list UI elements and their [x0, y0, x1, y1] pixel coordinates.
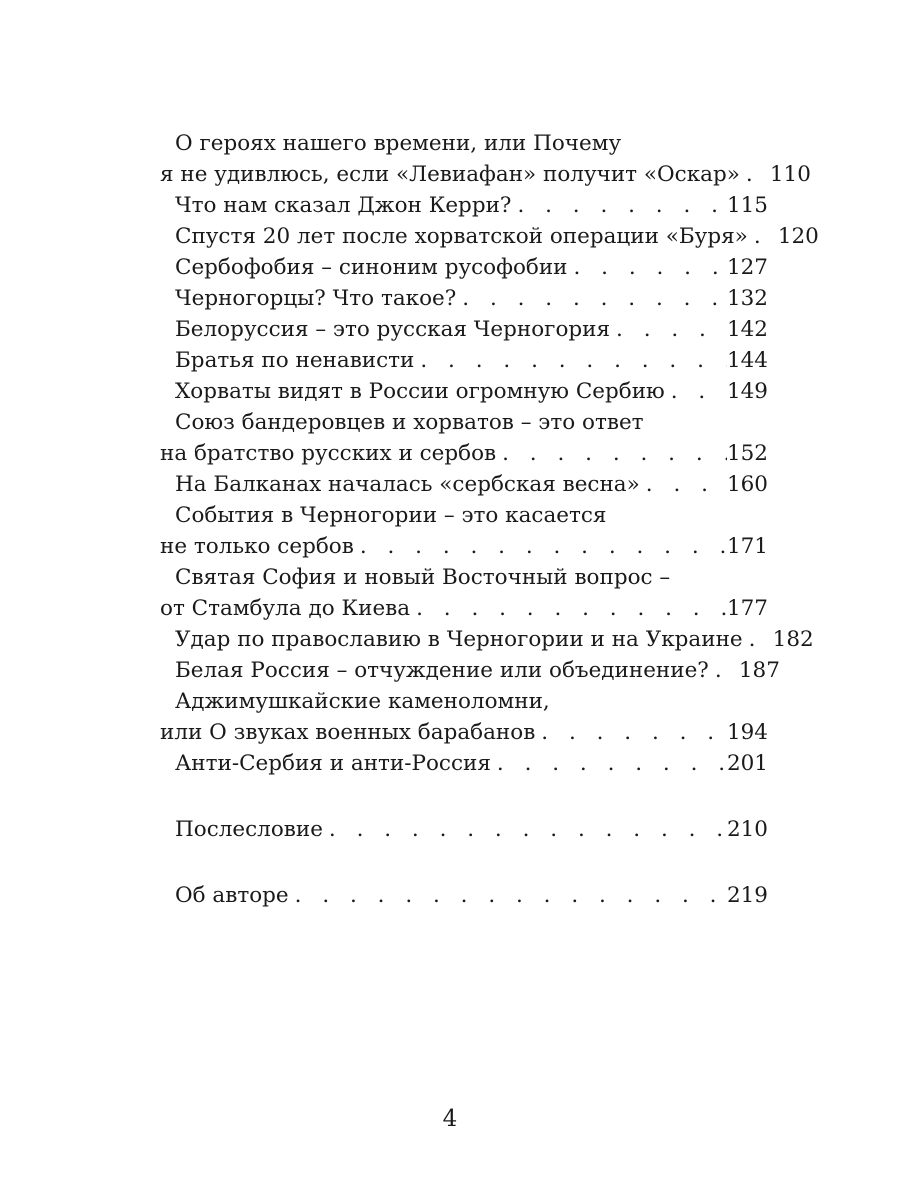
toc-entry — [160, 686, 768, 748]
leader-dots — [610, 314, 727, 345]
toc-entry — [160, 283, 768, 314]
toc-entry-title: На Балканах началась «сербская весна» — [175, 472, 640, 497]
toc-entry-title-line1: Святая София и новый Восточный вопрос – — [175, 565, 671, 590]
toc-entry-title: не только сербов — [160, 534, 354, 559]
toc-entry-line — [160, 190, 768, 221]
toc-entry-line — [160, 221, 819, 252]
toc-entry — [160, 562, 768, 624]
leader-dots — [354, 531, 727, 562]
toc-entry-line — [160, 717, 768, 748]
toc-page-number: 127 — [726, 255, 768, 280]
toc-entry — [160, 500, 768, 562]
toc-entry-title: Спустя 20 лет после хорватской операции «Буря» — [175, 224, 748, 249]
toc-page-number: 120 — [777, 224, 819, 249]
toc-entry-line — [160, 748, 768, 779]
leader-dots — [665, 376, 727, 407]
toc-page-number: 132 — [726, 286, 768, 311]
toc-entry-title: Послесловие — [175, 817, 323, 842]
leader-dots — [456, 283, 727, 314]
toc-entry-line — [160, 345, 768, 376]
leader-dots — [491, 748, 727, 779]
toc-page-number: 194 — [726, 720, 768, 745]
toc-page-number: 142 — [726, 317, 768, 342]
toc-entry — [160, 190, 768, 221]
toc-entry-title-line1: О героях нашего времени, или Почему — [175, 131, 622, 156]
toc-page-number: 152 — [726, 441, 768, 466]
toc-entry — [160, 221, 819, 252]
toc-entry — [160, 314, 768, 345]
toc-page-number: 201 — [726, 751, 768, 776]
toc-entry-title: от Стамбула до Киева — [160, 596, 411, 621]
toc-page-number: 110 — [769, 162, 811, 187]
toc-entry-line — [160, 376, 768, 407]
toc-entry-title: или О звуках военных барабанов — [160, 720, 536, 745]
leader-dots — [535, 717, 727, 748]
toc-entry-title: Анти-Сербия и анти-Россия — [175, 751, 491, 776]
toc-entry-title: Белоруссия – это русская Черногория — [175, 317, 611, 342]
toc-entry-title: Черногорцы? Что такое? — [175, 286, 457, 311]
leader-dots — [323, 814, 727, 845]
toc-page-number: 149 — [726, 379, 768, 404]
leader-dots — [289, 880, 727, 911]
toc-entry-line — [160, 469, 768, 500]
leader-dots — [748, 221, 778, 252]
toc-entry-line — [160, 531, 768, 562]
toc-entry — [160, 624, 814, 655]
toc-page-number: 177 — [726, 596, 768, 621]
toc-page-number: 210 — [726, 817, 768, 842]
toc-entry-afterword — [160, 814, 768, 845]
toc-entry-title: Сербофобия – синоним русофобии — [175, 255, 568, 280]
toc-entry-line — [160, 252, 768, 283]
toc-entry-title-line1: Аджимушкайские каменоломни, — [175, 689, 550, 714]
leader-dots — [414, 345, 727, 376]
toc-page-number: 182 — [772, 627, 814, 652]
toc-entry-title: Удар по православию в Черногории и на Украине — [175, 627, 743, 652]
toc-entry-title: Об авторе — [175, 883, 289, 908]
toc-page-number: 187 — [738, 658, 780, 683]
toc-entry — [160, 748, 768, 779]
toc-entry-title-line1: События в Черногории – это касается — [175, 503, 607, 528]
toc-page-number: 144 — [726, 348, 768, 373]
toc-entry-title: Братья по ненависти — [175, 348, 415, 373]
toc-page-number: 160 — [726, 472, 768, 497]
leader-dots — [511, 190, 727, 221]
page-number: 4 — [442, 1106, 458, 1132]
toc-entry-title-line1: Союз бандеровцев и хорватов – это ответ — [175, 410, 644, 435]
toc-entry-line — [160, 283, 768, 314]
leader-dots — [640, 469, 727, 500]
toc-entry — [160, 252, 768, 283]
table-of-contents — [160, 128, 819, 911]
leader-dots — [709, 655, 739, 686]
toc-entry-title: Что нам сказал Джон Керри? — [175, 193, 512, 218]
leader-dots — [496, 438, 727, 469]
toc-entry-title: Хорваты видят в России огромную Сербию — [175, 379, 665, 404]
leader-dots — [743, 624, 773, 655]
leader-dots — [740, 159, 770, 190]
toc-page-number: 219 — [726, 883, 768, 908]
toc-entry-line — [160, 880, 768, 911]
toc-entry — [160, 345, 768, 376]
toc-entry-line — [160, 624, 814, 655]
toc-entry — [160, 376, 768, 407]
toc-page-number: 171 — [726, 534, 768, 559]
toc-entry — [160, 469, 768, 500]
toc-entry — [160, 128, 811, 190]
toc-entry-title: Белая Россия – отчуждение или объединение? — [175, 658, 709, 683]
toc-entry-line — [160, 655, 780, 686]
leader-dots — [568, 252, 727, 283]
toc-entry-line — [160, 593, 768, 624]
toc-entry-about-author — [160, 880, 768, 911]
toc-entry — [160, 407, 768, 469]
toc-entry-line — [160, 438, 768, 469]
toc-entry-line — [160, 159, 811, 190]
toc-entry-title: я не удивлюсь, если «Левиафан» получит «Оскар» — [160, 162, 740, 187]
toc-page-number: 115 — [726, 193, 768, 218]
toc-entry-line — [160, 314, 768, 345]
toc-entry-title: на братство русских и сербов — [160, 441, 497, 466]
leader-dots — [410, 593, 727, 624]
toc-entry — [160, 655, 780, 686]
toc-entry-line — [160, 814, 768, 845]
